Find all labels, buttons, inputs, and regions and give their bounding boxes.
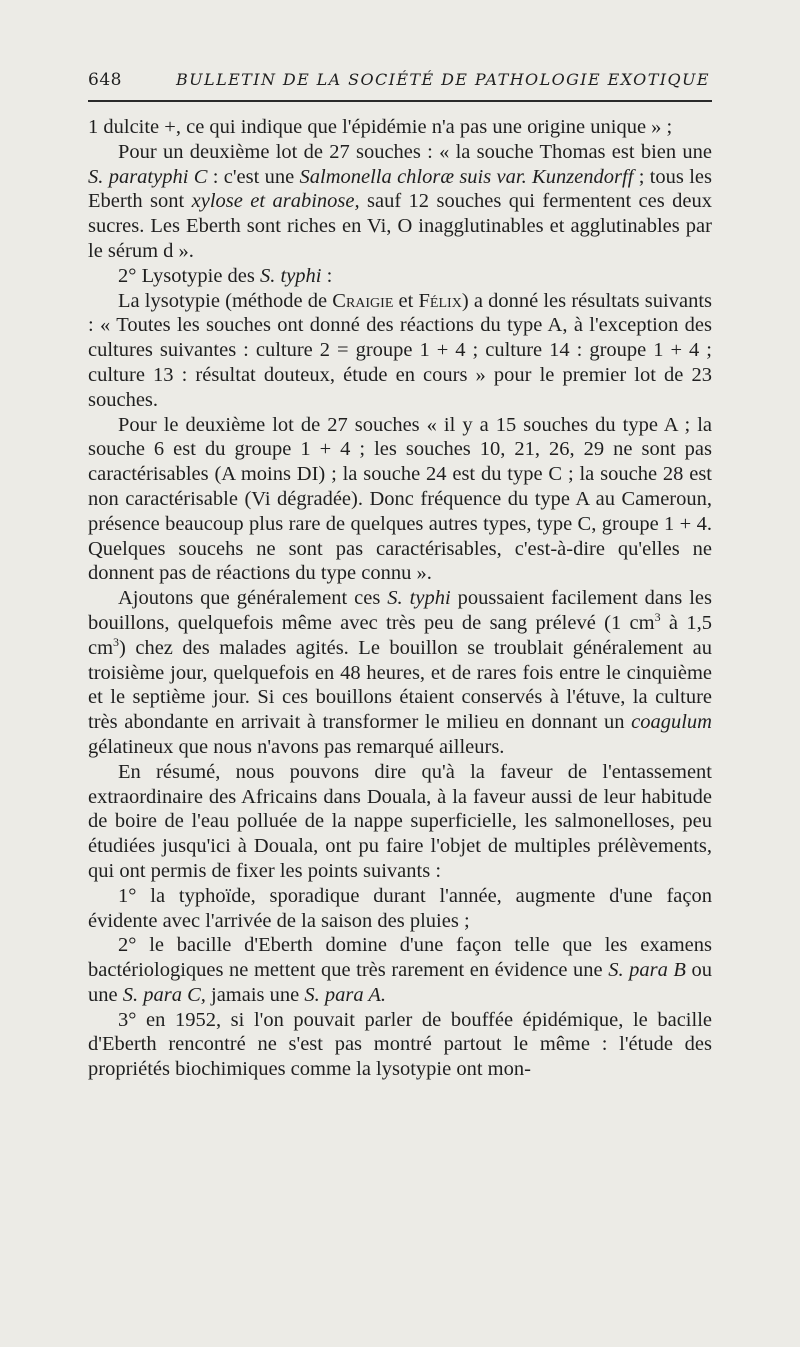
paragraph: Ajoutons que généralement ces S. typhi poussaient facilement dans les bouillons, quelquefois même avec très peu de sang prélevé (1 $cm^3$ à 1,5 $cm^3$) chez des malades agités. Le bouillon se troublait généralement au troisième jour, quelquefois en 48 heures, et de rares fois entre le cinquième et le septième jour. Si ces bouillons étaient conservés à l'étuve, la culture très abondante en arrivait à transformer le milieu en donnant un coagulum gélatineux que nous n'avons pas remarqué ailleurs. <box>88 587 712 758</box>
paragraph: 3° en 1952, si l'on pouvait parler de bouffée épidémique, le bacille d'Eberth rencontré ne s'est pas montré partout le même : l'étude des propriétés biochimiques comme la lysotypie ont mon- <box>88 1008 712 1081</box>
paragraph: 2° le bacille d'Eberth domine d'une façon telle que les examens bactériologiques ne mettent que très rarement en évidence une S. para B ou une S. para C, jamais une S. para A. <box>88 934 713 1006</box>
header-rule <box>88 100 712 102</box>
running-head: BULLETIN DE LA SOCIÉTÉ DE PATHOLOGIE EXOTIQUE <box>176 70 710 89</box>
paragraph: Pour le deuxième lot de 27 souches « il y a 15 souches du type A ; la souche 6 est du groupe 1 + 4 ; les souches 10, 21, 26, 29 ne sont pas caractérisables (A moins DI) ; la souche 24 est du type C ; la souche 28 est non caractérisable (Vi dégradée). Donc fréquence du type A au Cameroun, présence beaucoup plus rare de quelques autres types, type C, groupe 1 + 4. Quelques soucehs ne sont pas caractérisables, c'est-à-dire qu'elles ne donnent pas de réactions du type connu ». <box>88 413 712 585</box>
paragraph: 2° Lysotypie des S. typhi : <box>118 264 333 287</box>
page-number: 648 <box>88 70 122 90</box>
paragraph: 1 dulcite +, ce qui indique que l'épidémie n'a pas une origine unique » ; <box>88 116 673 138</box>
paragraph: La lysotypie (méthode de Craigie et Félix) a donné les résultats suivants : « Toutes les souches ont donné des réactions du type A, à l'exception des cultures suivantes : culture 2 = groupe 1 + 4 ; culture 14 : groupe 1 + 4 ; culture 13 : résultat douteux, étude en cours » pour le premier lot de 23 souches. <box>88 289 713 411</box>
body-text <box>88 115 712 1082</box>
paragraph: En résumé, nous pouvons dire qu'à la faveur de l'entassement extraordinaire des Africains dans Douala, à la faveur aussi de leur habitude de boire de l'eau polluée de la nappe superficielle, les salmonelloses, peu étudiées jusqu'ici à Douala, ont pu faire l'objet de multiples prélèvements, qui ont permis de fixer les points suivants : <box>88 760 712 882</box>
page-header <box>88 70 712 98</box>
paragraph: 1° la typhoïde, sporadique durant l'année, augmente d'une façon évidente avec l'arrivée de la saison des pluies ; <box>88 884 712 932</box>
paragraph: Pour un deuxième lot de 27 souches : « la souche Thomas est bien une S. paratyphi C : c'est une Salmonella chloræ suis var. Kunzendorff ; tous les Eberth sont xylose et arabinose, sauf 12 souches qui fermentent ces deux sucres. Les Eberth sont riches en Vi, O inagglutinables et agglutinables par le sérum d ». <box>88 140 712 262</box>
